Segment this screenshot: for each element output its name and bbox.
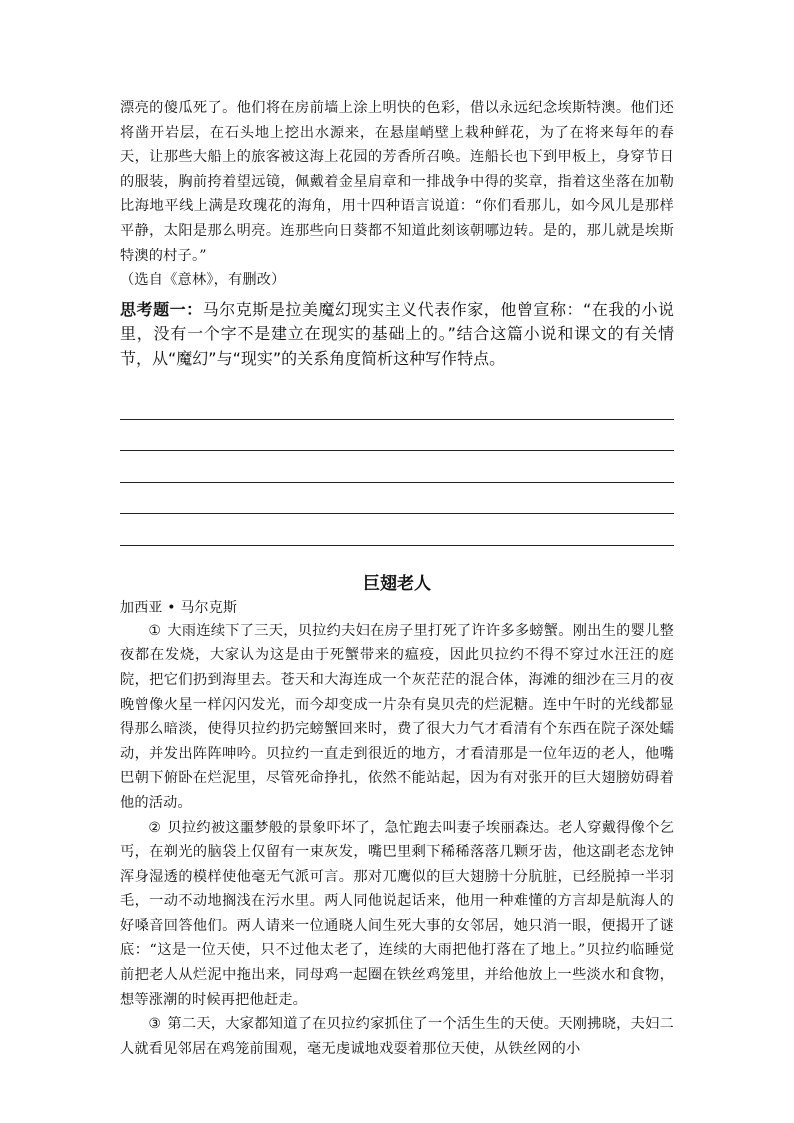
paragraph-number: ②	[148, 819, 162, 836]
thinking-question	[120, 298, 674, 372]
article-title: 巨翅老人	[363, 573, 431, 594]
question-text: 马尔克斯是拉美魔幻现实主义代表作家，他曾宣称：“在我的小说里，没有一个字不是建立在现实的基础上的。”结合这篇小说和课文的有关情节，从“魔幻”与“现实”的关系角度简析这种写作特点。	[120, 299, 674, 368]
answer-area[interactable]	[120, 388, 674, 546]
story-continuation	[120, 96, 674, 293]
answer-line[interactable]	[120, 420, 674, 452]
paragraph-number: ①	[148, 622, 162, 639]
page-content	[120, 96, 674, 1061]
story-paragraph: 漂亮的傻瓜死了。他们将在房前墙上涂上明快的色彩，借以永远纪念埃斯特澳。他们还将凿开岩层，在石头地上挖出水源来，在悬崖峭壁上栽种鲜花，为了在将来每年的春天，让那些大船上的旅客被这海上花园的芳香所召唤。连船长也下到甲板上，身穿节日的服装，胸前挎着望远镜，佩戴着金星肩章和一排战争中得的奖章，指着这坐落在加勒比海地平线上满是玫瑰花的海角，用十四种语言说道：“你们看那儿，如今风儿是那样平静，太阳是那么明亮。连那些向日葵都不知道此刻该朝哪边转。是的，那儿就是埃斯特澳的村子。”	[120, 100, 674, 264]
article-body	[120, 619, 674, 1062]
answer-line[interactable]	[120, 451, 674, 483]
article-paragraph-2	[120, 816, 674, 1013]
source-note: （选自《意林》，有删改）	[120, 272, 286, 289]
paragraph-text: 贝拉约被这噩梦般的景象吓坏了，急忙跑去叫妻子埃丽森达。老人穿戴得像个乞丐，在剃光的脑袋上仅留有一束灰发，嘴巴里剩下稀稀落落几颗牙齿，他这副老态龙钟浑身湿透的模样使他毫无气派可言。那对兀鹰似的巨大翅膀十分肮脏，已经脱掉一半羽毛，一动不动地搁浅在污水里。两人同他说起话来，他用一种难懂的方言却是航海人的好嗓音回答他们。两人请来一位通晓人间生死大事的女邻居，她只消一眼，便揭开了谜底：“这是一位天使，只不过他太老了，连续的大雨把他打落在了地上。”贝拉约临睡觉前把老人从烂泥中拖出来，同母鸡一起圈在铁丝鸡笼里，并给他放上一些淡水和食物，想等涨潮的时候再把他赶走。	[120, 819, 674, 1008]
article-author: 加西亚 • 马尔克斯	[120, 599, 238, 616]
answer-line[interactable]	[120, 388, 674, 420]
answer-line[interactable]	[120, 514, 674, 546]
question-label: 思考题一：	[120, 299, 203, 319]
answer-line[interactable]	[120, 483, 674, 515]
paragraph-number: ③	[148, 1016, 162, 1033]
paragraph-text: 第二天，大家都知道了在贝拉约家抓住了一个活生生的天使。天刚拂晓，夫妇二人就看见邻居在鸡笼前围观，毫无虔诚地戏耍着那位天使，从铁丝网的小	[120, 1016, 674, 1057]
article-paragraph-3	[120, 1012, 674, 1061]
paragraph-text: 大雨连续下了三天，贝拉约夫妇在房子里打死了许许多多螃蟹。刚出生的婴儿整夜都在发烧，大家认为这是由于死蟹带来的瘟疫，因此贝拉约不得不穿过水汪汪的庭院，把它们扔到海里去。苍天和大海连成一个灰茫茫的混合体，海滩的细沙在三月的夜晚曾像火星一样闪闪发光，而今却变成一片杂有臭贝壳的烂泥糖。连中午时的光线都显得那么暗淡，使得贝拉约扔完螃蟹回来时，费了很大力气才看清有个东西在院子深处蠕动，并发出阵阵呻吟。贝拉约一直走到很近的地方，才看清那是一位年迈的老人，他嘴巴朝下俯卧在烂泥里，尽管死命挣扎，依然不能站起，因为有对张开的巨大翅膀妨碍着他的活动。	[120, 622, 674, 811]
article-paragraph-1	[120, 619, 674, 816]
